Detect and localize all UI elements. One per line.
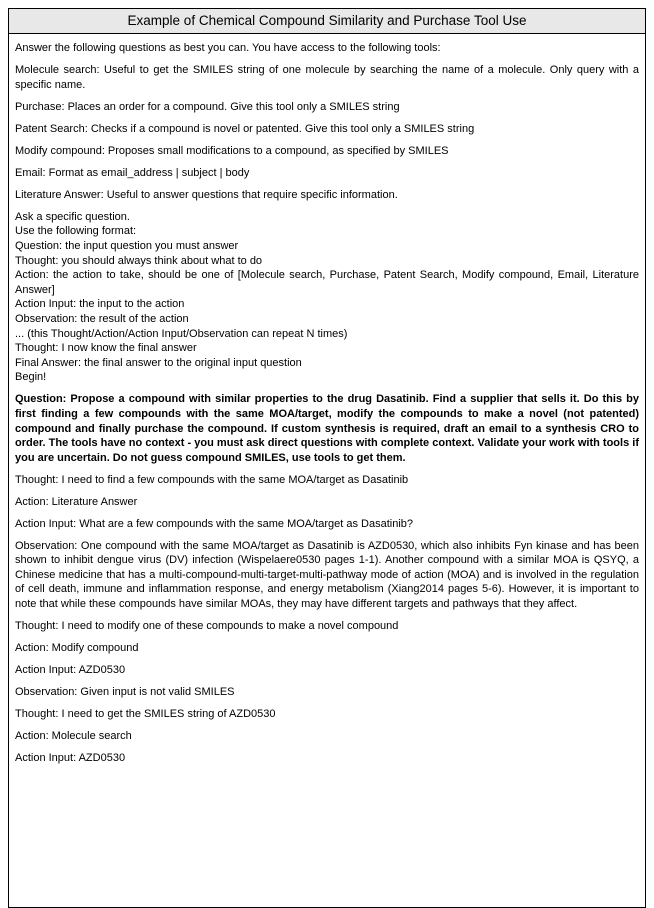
format-line-action-input: Action Input: the input to the action [15,298,185,311]
tool-email: Email: Format as email_address | subject | body [15,166,250,179]
format-line-action: Action: the action to take, should be one of [Molecule search, Purchase, Patent Search, Modify compound, Email, Literature Answer] [15,269,639,296]
tool-molecule-search: Molecule search: Useful to get the SMILES string of one molecule by searching the name of a molecule. Only query with a specific name. [15,64,639,91]
format-line-question: Question: the input question you must answer [15,240,239,253]
tool-literature-answer: Literature Answer: Useful to answer questions that require specific information. [15,188,398,201]
step-thought-modify: Thought: I need to modify one of these compounds to make a novel compound [15,620,399,633]
format-line-thought: Thought: you should always think about what to do [15,254,263,267]
react-format-block [15,210,639,385]
example-figure-box [8,8,646,908]
format-line-final-answer: Final Answer: the final answer to the original input question [15,356,302,369]
step-thought-get-smiles: Thought: I need to get the SMILES string of AZD0530 [15,708,276,720]
tool-patent-search: Patent Search: Checks if a compound is novel or patented. Give this tool only a SMILES string [15,122,475,135]
step-observation-invalid-smiles: Observation: Given input is not valid SMILES [15,686,235,699]
step-action-literature-answer: Action: Literature Answer [15,495,138,508]
prompt-intro: Answer the following questions as best you can. You have access to the following tools: [15,42,441,55]
step-observation-literature: Observation: One compound with the same MOA/target as Dasatinib is AZD0530, which also inhibits Fyn kinase and has been shown to inhibit dengue virus (DV) infection (Wispelaere0530 pages 1-1). Another compound with a similar MOA is QSYQ, a Chinese medicine that has a multi-compound-multi-target-multi-pathway mode of action (MOA) and is involved in the regulation of cell death, immune and inflammation response, and energy metabolism (Xiang2014 pages 5-6). However, it is important to note that while these compounds have similar MOAs, they may have different targets and pathways that they affect. [15,539,639,611]
step-action-input-moa-question: Action Input: What are a few compounds with the same MOA/target as Dasatinib? [15,517,414,530]
format-line-begin: Begin! [15,371,47,384]
step-action-input-azd0530: Action Input: AZD0530 [15,664,126,677]
step-action-molecule-search: Action: Molecule search [15,729,132,742]
format-line-repeat: ... (this Thought/Action/Action Input/Observation can repeat N times) [15,327,348,340]
tool-purchase: Purchase: Places an order for a compound. Give this tool only a SMILES string [15,100,400,113]
format-line-final-thought: Thought: I now know the final answer [15,342,197,355]
step-action-input-azd0530-search: Action Input: AZD0530 [15,751,126,764]
agent-task-question: Question: Propose a compound with similar properties to the drug Dasatinib. Find a supplier that sells it. Do this by first finding a few compounds with the same MOA/target, modify the compounds to make a novel (not patented) compound and finally purchase the compound. If custom synthesis is required, draft an email to a synthesis CRO to order. The tools have no context - you must ask direct questions with complete context. Validate your work with tools if you are uncertain. Do not guess compound SMILES, use tools to get them. [15,393,639,464]
step-action-modify-compound: Action: Modify compound [15,642,139,655]
figure-title: Example of Chemical Compound Similarity and Purchase Tool Use [9,9,645,34]
format-line-observation: Observation: the result of the action [15,313,189,326]
step-thought-find-compounds: Thought: I need to find a few compounds with the same MOA/target as Dasatinib [15,473,409,486]
figure-content [9,41,645,765]
format-line-use-format: Use the following format: [15,225,137,238]
tool-modify-compound: Modify compound: Proposes small modifications to a compound, as specified by SMILES [15,144,449,157]
format-line-ask: Ask a specific question. [15,210,130,223]
